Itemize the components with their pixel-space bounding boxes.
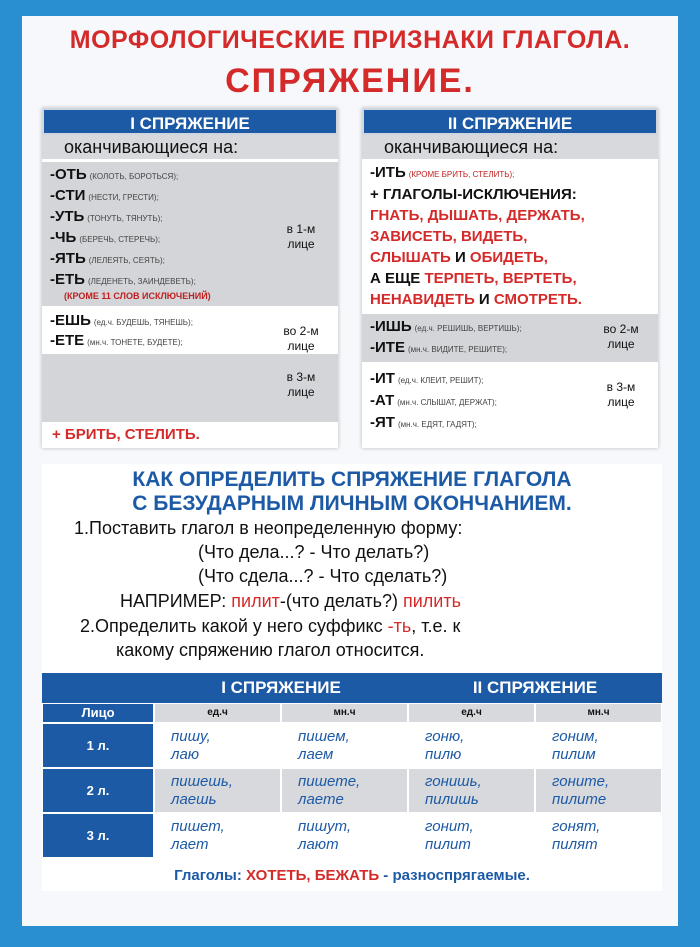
- verb-form: пилят: [552, 836, 598, 853]
- how-step2-cont: какому спряжению глагол относится.: [116, 640, 425, 660]
- verb-form: пилишь: [425, 791, 479, 808]
- table-person-cell: 1 л.: [42, 723, 154, 768]
- table-form-cell: [408, 723, 535, 768]
- verb-form: лают: [298, 836, 339, 853]
- verb-form: пишем,: [298, 728, 350, 745]
- table-sg-header: ед.ч: [408, 703, 535, 723]
- conj2-person3: в 3-м лице: [606, 380, 636, 409]
- table-form-cell: [535, 723, 662, 768]
- conj1-ending-row: -ЕТЬ (ЛЕДЕНЕТЬ, ЗАИНДЕВЕТЬ);: [50, 271, 196, 288]
- conj2-ending-row-2p: -ИТЕ (мн.ч. ВИДИТЕ, РЕШИТЕ);: [370, 339, 508, 356]
- verb-form: пишете,: [298, 773, 361, 790]
- table-form-cell: [408, 813, 535, 858]
- conj1-ending-row: -СТИ (НЕСТИ, ГРЕСТИ);: [50, 187, 159, 204]
- conj1-plus: + БРИТЬ, СТЕЛИТЬ.: [52, 426, 200, 443]
- verb-form: лаете: [298, 791, 344, 808]
- verb-form: гоню,: [425, 728, 465, 745]
- conj2-ending-row-3p: -ИТ (ед.ч. КЛЕИТ, РЕШИТ);: [370, 370, 484, 387]
- table-header-blank: [42, 673, 154, 703]
- verb-form: гоните,: [552, 773, 610, 790]
- table-header-conj1: I СПРЯЖЕНИЕ: [154, 673, 408, 703]
- table-form-cell: [535, 768, 662, 813]
- table-form-cell: [281, 813, 408, 858]
- verb-form: пилю: [425, 746, 462, 763]
- verb-form: пишешь,: [171, 773, 233, 790]
- conj1-note: (КРОМЕ 11 СЛОВ ИСКЛЮЧЕНИЙ): [64, 291, 211, 301]
- table-pl-header: мн.ч: [535, 703, 662, 723]
- conj1-header: I СПРЯЖЕНИЕ: [42, 108, 338, 135]
- conj1-ending-row-2p: -ЕШЬ (ед.ч. БУДЕШЬ, ТЯНЕШЬ);: [50, 312, 193, 329]
- conj1-subtitle: оканчивающиеся на:: [42, 135, 338, 159]
- table-form-cell: [281, 768, 408, 813]
- conj2-header: II СПРЯЖЕНИЕ: [362, 108, 658, 135]
- verb-form: гонит,: [425, 818, 474, 835]
- conj1-person2: во 2-м лице: [283, 324, 319, 353]
- conj1-ending-row: -ЧЬ (БЕРЕЧЬ, СТЕРЕЧЬ);: [50, 229, 161, 246]
- conj2-exc-line4: А ЕЩЕ ТЕРПЕТЬ, ВЕРТЕТЬ,: [370, 270, 577, 287]
- how-question1: (Что дела...? - Что делать?): [198, 542, 430, 562]
- table-form-cell: [154, 768, 281, 813]
- conj2-ending-row-3p: -ЯТ (мн.ч. ЕДЯТ, ГАДЯТ);: [370, 414, 477, 431]
- table-form-cell: [408, 768, 535, 813]
- conj2-ending-row-3p: -АТ (мн.ч. СЛЫШАТ, ДЕРЖАТ);: [370, 392, 497, 409]
- how-title-1: КАК ОПРЕДЕЛИТЬ СПРЯЖЕНИЕ ГЛАГОЛА: [132, 468, 572, 491]
- conj1-ending-row: -ЯТЬ (ЛЕЛЕЯТЬ, СЕЯТЬ);: [50, 250, 165, 267]
- conj2-ending-row-2p: -ИШЬ (ед.ч. РЕШИШЬ, ВЕРТИШЬ);: [370, 318, 522, 335]
- how-title-2: С БЕЗУДАРНЫМ ЛИЧНЫМ ОКОНЧАНИЕМ.: [132, 492, 572, 515]
- conj1-ending-row: -УТЬ (ТОНУТЬ, ТЯНУТЬ);: [50, 208, 163, 225]
- table-person-cell: 2 л.: [42, 768, 154, 813]
- table-footer: Глаголы: ХОТЕТЬ, БЕЖАТЬ - разноспрягаемые.: [174, 867, 530, 884]
- table-header-conj2: II СПРЯЖЕНИЕ: [408, 673, 662, 703]
- poster-subtitle: СПРЯЖЕНИЕ.: [225, 62, 475, 100]
- conj2-card: [362, 108, 658, 448]
- conj2-exc-line1: ГНАТЬ, ДЫШАТЬ, ДЕРЖАТЬ,: [370, 207, 585, 224]
- how-question2: (Что сдела...? - Что сделать?): [198, 566, 448, 586]
- table-form-cell: [535, 813, 662, 858]
- verb-form: гонят,: [552, 818, 601, 835]
- verb-form: пишет,: [171, 818, 225, 835]
- table-person-cell: 3 л.: [42, 813, 154, 858]
- conj2-exc-line5: НЕНАВИДЕТЬ И СМОТРЕТЬ.: [370, 291, 582, 308]
- verb-form: лаем: [298, 746, 334, 763]
- conj2-subtitle: оканчивающиеся на:: [362, 135, 658, 159]
- table-form-cell: [281, 723, 408, 768]
- conj1-ending-row: -ОТЬ (КОЛОТЬ, БОРОТЬСЯ);: [50, 166, 179, 183]
- verb-form: лает: [171, 836, 209, 853]
- conj2-exc-line3: СЛЫШАТЬ И ОБИДЕТЬ,: [370, 249, 548, 266]
- table-sg-header: ед.ч: [154, 703, 281, 723]
- verb-form: пилите: [552, 791, 607, 808]
- conj2-itj: -ИТЬ (КРОМЕ БРИТЬ, СТЕЛИТЬ);: [370, 164, 515, 181]
- verb-form: гоним,: [552, 728, 599, 745]
- table-pl-header: мн.ч: [281, 703, 408, 723]
- table-lico: Лицо: [42, 703, 154, 723]
- verb-form: лаю: [171, 746, 200, 763]
- table-form-cell: [154, 723, 281, 768]
- how-step2: 2.Определить какой у него суффикс -ть, т.е. к: [80, 616, 461, 636]
- how-example: НАПРИМЕР: пилит-(что делать?) пилить: [120, 591, 461, 611]
- conj2-person2: во 2-м лице: [603, 322, 639, 351]
- verb-form: гонишь,: [425, 773, 482, 790]
- verb-form: пишу,: [171, 728, 211, 745]
- conj1-person3: в 3-м лице: [286, 370, 316, 399]
- verb-form: пилит: [425, 836, 471, 853]
- poster-title: МОРФОЛОГИЧЕСКИЕ ПРИЗНАКИ ГЛАГОЛА.: [69, 26, 631, 54]
- verb-form: лаешь: [171, 791, 217, 808]
- conj1-card: [42, 108, 338, 448]
- how-step1: 1.Поставить глагол в неопределенную форму:: [74, 518, 463, 538]
- conj2-exc-line2: ЗАВИСЕТЬ, ВИДЕТЬ,: [370, 228, 528, 245]
- table-form-cell: [154, 813, 281, 858]
- conj1-ending-row-2p: -ЕТЕ (мн.ч. ТОНЕТЕ, БУДЕТЕ);: [50, 332, 183, 349]
- conj1-person1: в 1-м лице: [286, 222, 316, 251]
- conj2-exceptions-label: + ГЛАГОЛЫ-ИСКЛЮЧЕНИЯ:: [370, 186, 577, 203]
- how-section: [42, 464, 662, 674]
- poster: [22, 16, 678, 926]
- verb-form: пилим: [552, 746, 596, 763]
- conjugation-table: [42, 671, 662, 891]
- verb-form: пишут,: [298, 818, 352, 835]
